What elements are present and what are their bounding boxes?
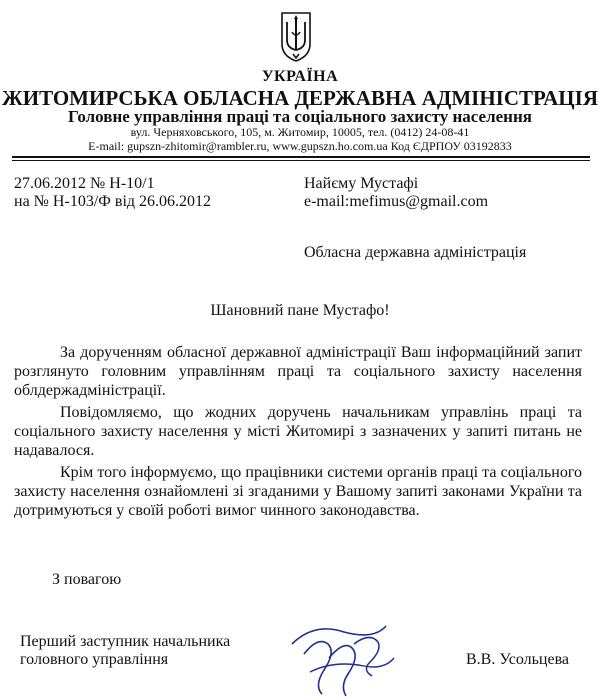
country-name: УКРАЇНА bbox=[261, 68, 339, 85]
signatory-position-line1: Перший заступник начальника bbox=[20, 633, 231, 650]
recipient-email: e-mail:mefimus@gmail.com bbox=[304, 193, 489, 210]
body-paragraph: За дорученням обласної державної адміністрації Ваш інформаційний запит розглянуто головним управлінням праці та соціального захисту населення облдержадміністрації. bbox=[14, 344, 582, 399]
salutation: Шановний пане Мустафо! bbox=[210, 302, 390, 319]
letter-body bbox=[14, 343, 582, 523]
contacts-line: E-mail: gupszn-zhitomir@rambler.ru, www.gupszn.ho.com.ua Код ЄДРПОУ 03192833 bbox=[88, 139, 512, 153]
body-paragraph: Крім того інформуємо, що працівники системи органів праці та соціального захисту населення ознайомлені зі згаданими у Вашому запиті законами України та дотримуються у своїй роботі вимог чинного законодавства. bbox=[14, 464, 582, 519]
body-paragraph: Повідомляємо, що жодних доручень начальникам управлінь праці та соціального захисту населення у місті Житомирі з зазначених у запиті питань не надавалося. bbox=[14, 404, 582, 459]
header-divider bbox=[12, 156, 590, 158]
closing: З повагою bbox=[52, 571, 122, 588]
header-divider-thin bbox=[12, 160, 590, 161]
administration-name: ЖИТОМИРСЬКА ОБЛАСНА ДЕРЖАВНА АДМІНІСТРАЦІЯ bbox=[2, 86, 598, 110]
signatory-name: В.В. Усольцева bbox=[466, 651, 570, 668]
signatory-position-line2: головного управління bbox=[20, 651, 169, 668]
handwritten-signature bbox=[274, 614, 404, 700]
recipient-name: Найєму Мустафі bbox=[304, 175, 419, 192]
outgoing-reference: 27.06.2012 № Н-10/1 bbox=[14, 175, 155, 192]
address-line: вул. Черняховського, 105, м. Житомир, 10005, тел. (0412) 24-08-41 bbox=[130, 125, 470, 139]
department-name: Головне управління праці та соціального захисту населення bbox=[68, 107, 532, 126]
incoming-reference: на № Н-103/Ф від 26.06.2012 bbox=[14, 193, 212, 210]
coat-of-arms-icon bbox=[279, 10, 313, 64]
copy-recipient: Обласна державна адміністрація bbox=[304, 244, 527, 261]
